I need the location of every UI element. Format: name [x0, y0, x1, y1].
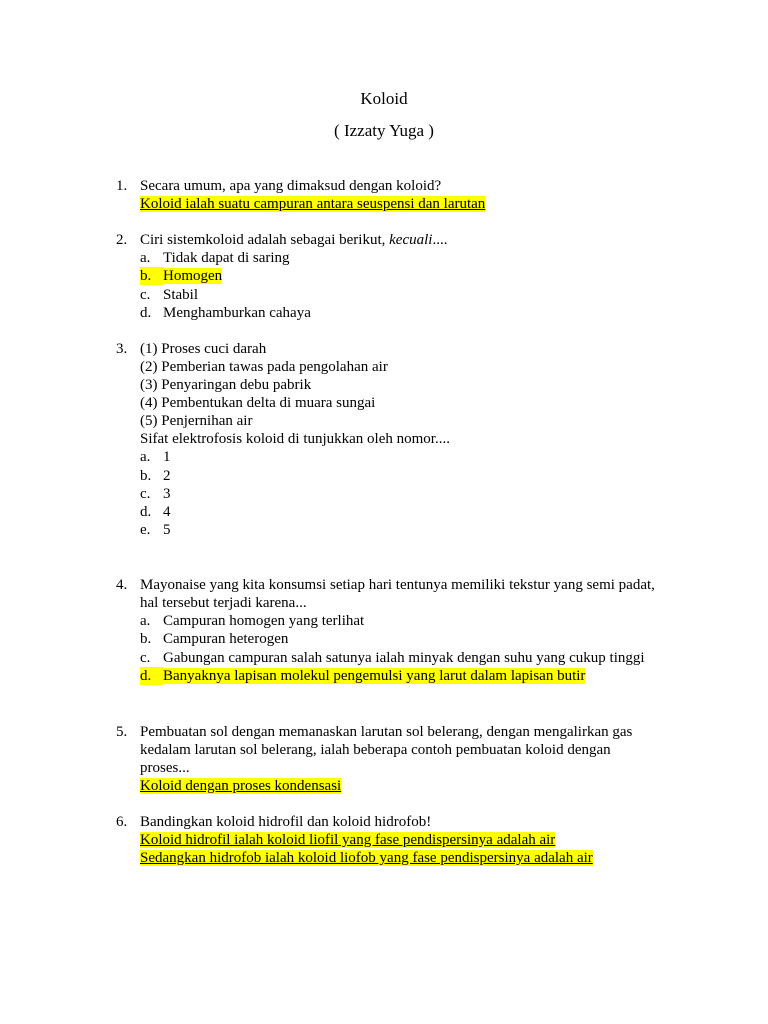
document-title: Koloid — [360, 89, 408, 108]
option-letter: b. — [140, 631, 152, 647]
option-letter: b. — [140, 468, 152, 484]
option-letter: c. — [140, 650, 151, 666]
answer-text — [140, 195, 485, 213]
option-text: 3 — [163, 486, 171, 502]
question-number: 1. — [116, 178, 128, 194]
option-text: 2 — [163, 468, 171, 484]
option-text — [163, 667, 585, 685]
list-item: (3) Penyaringan debu pabrik — [140, 377, 312, 393]
question-text: proses... — [140, 760, 190, 776]
answer-highlight: Koloid hidrofil ialah koloid liofil yang fase pendispersinya adalah air — [140, 832, 556, 848]
answer-highlight: Koloid dengan proses kondensasi — [140, 778, 342, 794]
answer-highlight: Koloid ialah suatu campuran antara seuspensi dan larutan — [140, 196, 486, 212]
list-item: (4) Pembentukan delta di muara sungai — [140, 395, 376, 411]
answer-text — [140, 777, 341, 795]
option-letter: d. — [140, 305, 152, 321]
question-text: Pembuatan sol dengan memanaskan larutan sol belerang, dengan mengalirkan gas — [140, 724, 633, 740]
option-text: Campuran heterogen — [163, 631, 289, 647]
question-main: Ciri sistemkoloid adalah sebagai berikut, — [140, 232, 390, 248]
question-text: kedalam larutan sol belerang, ialah beberapa contoh pembuatan koloid dengan — [140, 742, 611, 758]
document-author: ( Izzaty Yuga ) — [334, 121, 434, 140]
question-text: Mayonaise yang kita konsumsi setiap hari tentunya memiliki tekstur yang semi padat, — [140, 577, 655, 593]
option-letter: e. — [140, 522, 151, 538]
question-number: 6. — [116, 814, 128, 830]
option-text: Menghamburkan cahaya — [163, 305, 311, 321]
question-number: 3. — [116, 341, 128, 357]
list-item: (2) Pemberian tawas pada pengolahan air — [140, 359, 388, 375]
question-number: 4. — [116, 577, 128, 593]
option-text: 1 — [163, 449, 171, 465]
option-letter: a. — [140, 449, 151, 465]
option-text: Campuran homogen yang terlihat — [163, 613, 365, 629]
option-letter: a. — [140, 613, 151, 629]
list-item: (5) Penjernihan air — [140, 413, 253, 429]
option-letter: c. — [140, 287, 151, 303]
question-end: .... — [432, 232, 448, 248]
option-letter: d. — [140, 667, 163, 685]
question-number: 5. — [116, 724, 128, 740]
answer-text — [140, 831, 555, 849]
option-letter: d. — [140, 504, 152, 520]
option-text — [163, 267, 222, 285]
answer-highlight: Banyaknya lapisan molekul pengemulsi yang larut dalam lapisan butir — [163, 668, 586, 684]
answer-text — [140, 849, 593, 867]
option-text: Gabungan campuran salah satunya ialah minyak dengan suhu yang cukup tinggi — [163, 650, 645, 666]
question-italic: kecuali — [389, 232, 433, 248]
option-text: 4 — [163, 504, 171, 520]
question-text: Sifat elektrofosis koloid di tunjukkan oleh nomor.... — [140, 431, 450, 447]
list-item: (1) Proses cuci darah — [140, 341, 267, 357]
option-letter: a. — [140, 250, 151, 266]
option-letter: c. — [140, 486, 151, 502]
answer-highlight: Homogen — [163, 268, 223, 284]
option-text: 5 — [163, 522, 171, 538]
question-text: hal tersebut terjadi karena... — [140, 595, 307, 611]
option-letter: b. — [140, 267, 163, 285]
option-text: Stabil — [163, 287, 199, 303]
option-text: Tidak dapat di saring — [163, 250, 290, 266]
question-text: Secara umum, apa yang dimaksud dengan koloid? — [140, 178, 442, 194]
question-number: 2. — [116, 232, 128, 248]
question-text: Bandingkan koloid hidrofil dan koloid hidrofob! — [140, 814, 432, 830]
answer-highlight: Sedangkan hidrofob ialah koloid liofob yang fase pendispersinya adalah air — [140, 850, 593, 866]
question-text — [140, 231, 447, 249]
